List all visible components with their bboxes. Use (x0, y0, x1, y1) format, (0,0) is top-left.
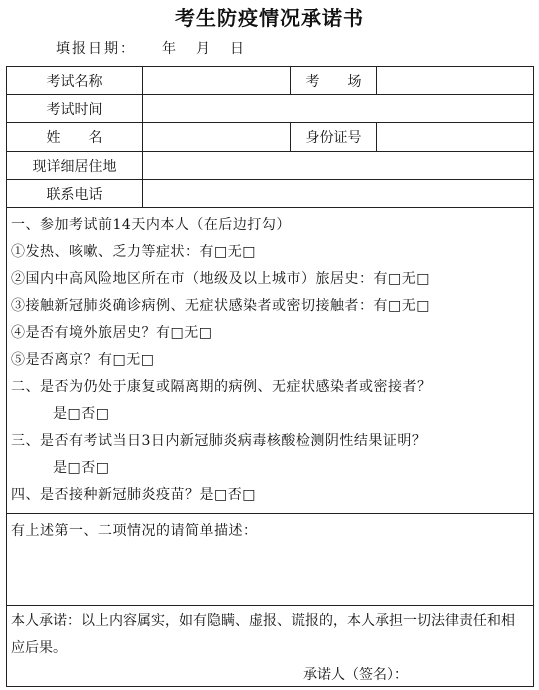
question-2: 二、是否为仍处于康复或隔离期的病例、无症状感染者或密接者？ (11, 379, 432, 395)
date-year: 年 (162, 41, 178, 57)
date-month: 月 (196, 41, 212, 57)
row-exam-name (7, 67, 533, 95)
question-1-item-4[interactable]: ④是否有境外旅居史？有□无□ (11, 325, 213, 341)
field-exam-name[interactable] (143, 67, 291, 94)
field-exam-room[interactable] (377, 67, 533, 94)
question-1-title: 一、参加考试前14天内本人（在后边打勾） (11, 217, 291, 233)
field-phone[interactable] (143, 180, 533, 207)
description-label: 有上述第一、二项情况的请简单描述： (11, 523, 258, 539)
signature-label: 承诺人（签名）： (303, 667, 408, 683)
row-exam-time (7, 95, 533, 123)
question-3: 三、是否有考试当日3日内新冠肺炎病毒核酸检测阴性结果证明？ (11, 433, 427, 449)
date-day: 日 (230, 41, 246, 57)
questions-section (7, 208, 533, 514)
question-1-item-3[interactable]: ③接触新冠肺炎确诊病例、无症状感染者或密切接触者：有□无□ (11, 298, 430, 314)
question-3-answer[interactable]: 是□否□ (53, 460, 110, 476)
date-line (56, 38, 246, 58)
row-address (7, 152, 533, 180)
pledge-section (7, 606, 533, 686)
pledge-text: 本人承诺：以上内容属实，如有隐瞒、虚报、谎报的，本人承担一切法律责任和相应后果。 (11, 613, 515, 656)
form-frame (6, 66, 534, 687)
question-1-item-2[interactable]: ②国内中高风险地区所在市（地级及以上城市）旅居史：有□无□ (11, 271, 430, 287)
date-label: 填报日期： (56, 41, 136, 57)
label-exam-room: 考 场 (291, 67, 377, 94)
label-exam-time: 考试时间 (7, 95, 143, 122)
field-name[interactable] (143, 123, 291, 151)
label-name: 姓 名 (7, 123, 143, 151)
label-exam-name: 考试名称 (7, 67, 143, 94)
question-1-item-1[interactable]: ①发热、咳嗽、乏力等症状：有□无□ (11, 244, 256, 260)
field-exam-time[interactable] (143, 95, 533, 122)
description-section[interactable] (7, 514, 533, 606)
question-4[interactable]: 四、是否接种新冠肺炎疫苗？是□否□ (11, 487, 256, 503)
label-id-number: 身份证号 (291, 123, 377, 151)
row-name (7, 123, 533, 152)
field-id-number[interactable] (377, 123, 533, 151)
question-1-item-5[interactable]: ⑤是否离京？有□无□ (11, 352, 155, 368)
document-title: 考生防疫情况承诺书 (175, 6, 364, 30)
field-address[interactable] (143, 152, 533, 179)
label-address: 现详细居住地 (7, 152, 143, 179)
question-2-answer[interactable]: 是□否□ (53, 406, 110, 422)
label-phone: 联系电话 (7, 180, 143, 207)
row-phone (7, 180, 533, 208)
